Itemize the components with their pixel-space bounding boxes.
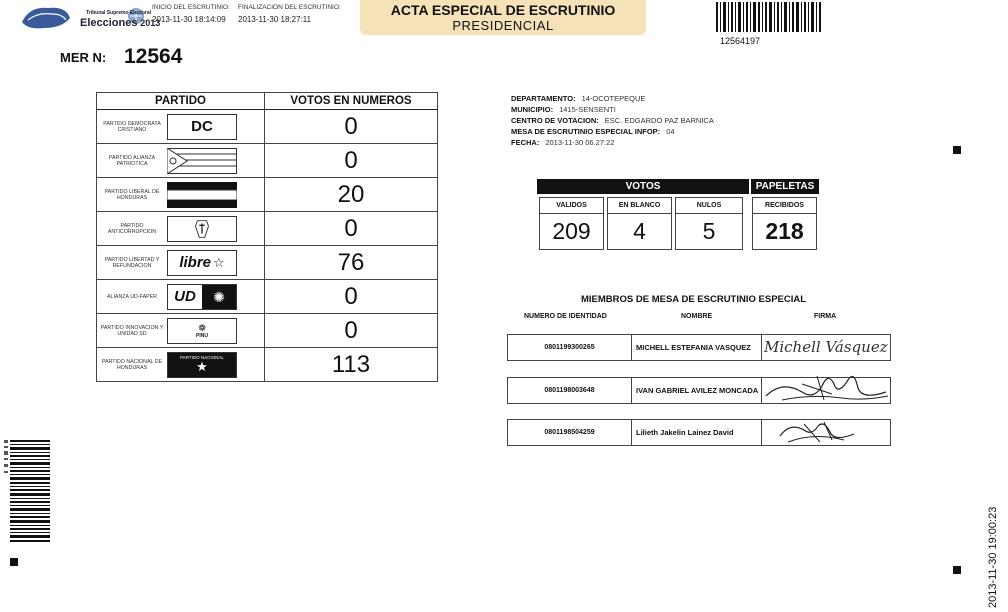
municipio-label: MUNICIPIO: — [511, 105, 554, 114]
party-votes: 20 — [265, 178, 438, 212]
party-name: PARTIDO NACIONAL DE HONDURAS — [101, 358, 163, 371]
party-votes: 0 — [265, 110, 438, 144]
recibidos-label: RECIBIDOS — [753, 198, 816, 214]
member-id: 0801199300265 — [508, 335, 632, 360]
nulos-value: 5 — [702, 218, 716, 244]
registration-mark — [953, 146, 961, 154]
table-row — [97, 246, 438, 280]
departamento-label: DEPARTAMENTO: — [511, 94, 576, 103]
mesa-label: MESA DE ESCRUTINIO ESPECIAL INFOP: — [511, 127, 661, 136]
centro-label: CENTRO DE VOTACION: — [511, 116, 599, 125]
party-name: PARTIDO ANTICORRUPCION — [107, 222, 157, 235]
signature — [762, 420, 890, 445]
departamento-value: 14-OCOTEPEQUE — [581, 94, 646, 103]
recibidos-box — [752, 197, 817, 250]
nulos-label: NULOS — [676, 198, 742, 214]
member-row — [507, 377, 891, 404]
pinu-logo-icon: ❁ PINU — [167, 318, 237, 344]
col-header-votes: VOTOS EN NUMEROS — [265, 93, 438, 110]
col-header-party: PARTIDO — [97, 93, 265, 110]
party-name: PARTIDO DEMOCRATA CRISTIANO — [103, 120, 161, 133]
party-votes: 113 — [265, 348, 438, 382]
registration-mark — [953, 566, 961, 574]
signature-scribble-icon — [762, 366, 892, 406]
start-label: INICIO DEL ESCRUTINIO: — [152, 4, 230, 11]
end-value: 2013-11-30 18:27:11 — [238, 15, 312, 24]
blanco-label: EN BLANCO — [608, 198, 671, 214]
members-title: MIEMBROS DE MESA DE ESCRUTINIO ESPECIAL — [581, 294, 807, 305]
alianza-flag-icon — [167, 148, 237, 174]
fecha-label: FECHA: — [511, 138, 540, 147]
table-row — [97, 110, 438, 144]
mer-number: 12564 — [124, 45, 183, 68]
dc-logo-icon: DC — [167, 114, 237, 140]
party-votes: 0 — [265, 314, 438, 348]
location-info — [511, 93, 714, 148]
recibidos-value: 218 — [765, 218, 804, 244]
party-votes-table — [96, 92, 438, 382]
party-name: PARTIDO INNOVACION Y UNIDAD SD — [100, 324, 164, 337]
col-header-signature: FIRMA — [814, 313, 837, 320]
table-row — [97, 144, 438, 178]
member-name: IVAN GABRIEL AVILEZ MONCADA — [632, 378, 762, 403]
table-row — [97, 280, 438, 314]
liberal-flag-icon — [167, 182, 237, 208]
col-header-id: NUMERO DE IDENTIDAD — [524, 313, 607, 320]
table-row — [97, 314, 438, 348]
member-id: 0801198504259 — [508, 420, 632, 445]
validos-box — [539, 197, 604, 250]
table-row — [97, 212, 438, 246]
member-row — [507, 334, 891, 361]
party-name: PARTIDO LIBERAL DE HONDURAS — [104, 188, 160, 201]
member-name: Lilieth Jakelin Lainez David — [632, 420, 762, 445]
libre-logo-icon: libre ☆ — [167, 250, 237, 276]
signature-scribble-icon — [774, 416, 864, 446]
blanco-value: 4 — [633, 218, 646, 244]
member-id: 0801198003648 — [508, 378, 632, 403]
member-name: MICHELL ESTEFANIA VASQUEZ — [632, 335, 762, 360]
end-label: FINALIZACION DEL ESCRUTINIO: — [238, 4, 341, 11]
signature — [762, 378, 890, 403]
party-name: PARTIDO LIBERTAD Y REFUNDACION — [104, 256, 160, 269]
table-row — [97, 348, 438, 382]
mesa-value: 04 — [666, 127, 675, 136]
validos-label: VALIDOS — [540, 198, 603, 214]
party-votes: 0 — [265, 144, 438, 178]
party-votes: 0 — [265, 212, 438, 246]
mer-label: MER N: — [60, 50, 107, 65]
member-row — [507, 419, 891, 446]
title-line-1: ACTA ESPECIAL DE ESCRUTINIO — [390, 2, 616, 18]
fecha-value: 2013-11-30 06.27:22 — [545, 138, 615, 147]
validos-value: 209 — [552, 218, 591, 244]
document-title — [360, 0, 646, 35]
col-header-name: NOMBRE — [681, 313, 713, 320]
papeletas-header: PAPELETAS — [751, 179, 819, 194]
ud-logo-icon: UD ✺ — [167, 284, 237, 310]
registration-mark — [10, 558, 18, 566]
stamp-datetime: 2013-11-30 19:00:23 — [987, 506, 999, 608]
start-value: 2013-11-30 18:14:09 — [152, 15, 226, 24]
municipio-value: 1415-SENSENTI — [559, 105, 616, 114]
barcode-number: 12564197 — [720, 36, 761, 46]
nacional-logo-icon: PARTIDO NACIONAL ★ — [167, 352, 237, 378]
party-votes: 76 — [265, 246, 438, 280]
blanco-box — [607, 197, 672, 250]
party-votes: 0 — [265, 280, 438, 314]
logo-text: Tribunal Supremo Electoral Elecciones 2013 — [80, 10, 161, 29]
signature — [762, 335, 890, 360]
centro-value: ESC. EDGARDO PAZ BARNICA — [604, 116, 714, 125]
nulos-box — [675, 197, 743, 250]
side-barcode-icon — [10, 440, 50, 544]
title-line-2: PRESIDENCIAL — [452, 18, 554, 33]
votos-header: VOTOS — [537, 179, 749, 194]
anticorrupcion-logo-icon — [167, 216, 237, 242]
signature-text: Michell Vásquez — [764, 338, 888, 356]
party-name: PARTIDO ALIANZA PATRIOTICA — [108, 154, 156, 167]
side-code-icon — [2, 440, 10, 480]
timestamp-stamp — [977, 488, 1007, 610]
table-row — [97, 178, 438, 212]
party-name: ALIANZA UD-FAPER — [106, 293, 158, 300]
barcode-icon — [716, 2, 822, 32]
